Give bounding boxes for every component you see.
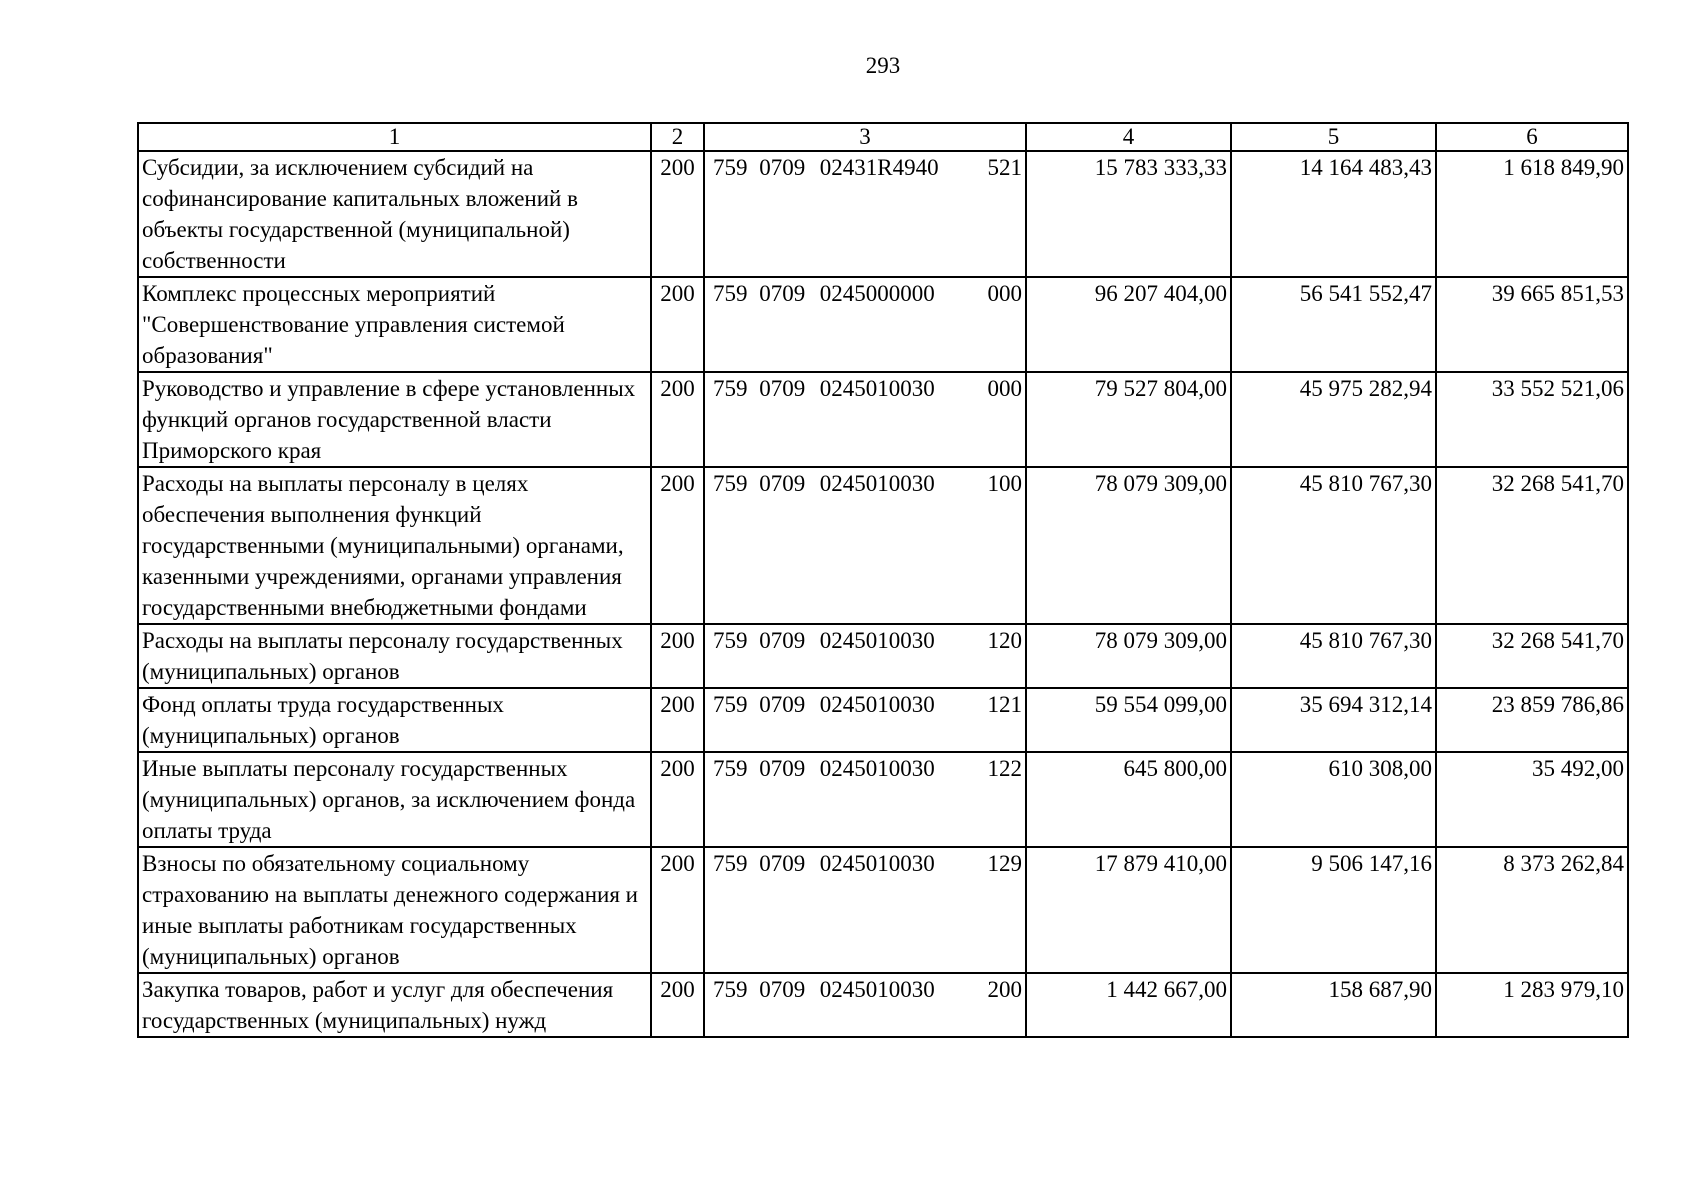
row-col2: 200 [651,973,704,1037]
row-col5: 9 506 147,16 [1231,847,1436,973]
table-row [138,277,1628,372]
row-code [704,688,1026,752]
code-ved: 759 [713,756,748,781]
code-cs: 0245010030 [819,471,935,496]
budget-table [137,122,1629,1038]
table-row [138,467,1628,624]
row-col6: 35 492,00 [1436,752,1628,847]
header-col-5: 5 [1231,123,1436,151]
table-row [138,151,1628,277]
table-row [138,372,1628,467]
row-name: Фонд оплаты труда государственных (муниципальных) органов [138,688,651,752]
header-col-2: 2 [651,123,704,151]
row-col2: 200 [651,151,704,277]
row-name: Расходы на выплаты персоналу государственных (муниципальных) органов [138,624,651,688]
header-col-4: 4 [1026,123,1231,151]
code-cs: 0245010030 [819,692,935,717]
table-row [138,752,1628,847]
row-name: Руководство и управление в сфере установленных функций органов государственной власти Приморского края [138,372,651,467]
code-vr: 000 [987,281,1022,306]
row-col5: 35 694 312,14 [1231,688,1436,752]
row-col6: 33 552 521,06 [1436,372,1628,467]
code-vr: 120 [987,628,1022,653]
code-ved: 759 [713,628,748,653]
row-code [704,624,1026,688]
row-col5: 56 541 552,47 [1231,277,1436,372]
row-col4: 79 527 804,00 [1026,372,1231,467]
row-name: Субсидии, за исключением субсидий на софинансирование капитальных вложений в объекты государственной (муниципальной) собственности [138,151,651,277]
row-col5: 45 810 767,30 [1231,624,1436,688]
code-rz: 0709 [759,692,806,717]
row-col6: 8 373 262,84 [1436,847,1628,973]
row-col4: 78 079 309,00 [1026,624,1231,688]
code-vr: 100 [987,471,1022,496]
row-code [704,973,1026,1037]
row-col4: 17 879 410,00 [1026,847,1231,973]
table-body [138,151,1628,1037]
row-name: Иные выплаты персоналу государственных (муниципальных) органов, за исключением фонда оплаты труда [138,752,651,847]
code-ved: 759 [713,281,748,306]
row-name: Взносы по обязательному социальному страхованию на выплаты денежного содержания и иные выплаты работникам государственных (муниципальных) органов [138,847,651,973]
row-code [704,752,1026,847]
code-rz: 0709 [759,756,806,781]
row-col4: 96 207 404,00 [1026,277,1231,372]
row-col4: 15 783 333,33 [1026,151,1231,277]
code-rz: 0709 [759,281,806,306]
table-row [138,847,1628,973]
header-col-3: 3 [704,123,1026,151]
row-col5: 610 308,00 [1231,752,1436,847]
code-ved: 759 [713,692,748,717]
row-col6: 32 268 541,70 [1436,624,1628,688]
row-col2: 200 [651,688,704,752]
table-row [138,624,1628,688]
row-col2: 200 [651,752,704,847]
row-col4: 78 079 309,00 [1026,467,1231,624]
code-vr: 121 [987,692,1022,717]
code-rz: 0709 [759,628,806,653]
row-name: Закупка товаров, работ и услуг для обеспечения государственных (муниципальных) нужд [138,973,651,1037]
code-cs: 0245010030 [819,376,935,401]
row-code [704,372,1026,467]
row-col5: 14 164 483,43 [1231,151,1436,277]
header-col-1: 1 [138,123,651,151]
row-col4: 1 442 667,00 [1026,973,1231,1037]
table-row [138,688,1628,752]
row-code [704,151,1026,277]
row-code [704,277,1026,372]
row-col2: 200 [651,372,704,467]
code-vr: 521 [987,155,1022,180]
row-col6: 1 283 979,10 [1436,973,1628,1037]
code-ved: 759 [713,155,748,180]
row-col6: 1 618 849,90 [1436,151,1628,277]
row-col6: 39 665 851,53 [1436,277,1628,372]
code-rz: 0709 [759,376,806,401]
code-vr: 000 [987,376,1022,401]
code-cs: 0245010030 [819,851,935,876]
row-col2: 200 [651,847,704,973]
code-cs: 02431R4940 [819,155,939,180]
row-code [704,847,1026,973]
row-col2: 200 [651,467,704,624]
page-number: 293 [865,53,901,78]
header-col-6: 6 [1436,123,1628,151]
code-rz: 0709 [759,155,806,180]
code-cs: 0245010030 [819,628,935,653]
row-name: Комплекс процессных мероприятий "Совершенствование управления системой образования" [138,277,651,372]
code-rz: 0709 [759,851,806,876]
table-header-row [138,123,1628,151]
row-col6: 23 859 786,86 [1436,688,1628,752]
row-col4: 59 554 099,00 [1026,688,1231,752]
row-code [704,467,1026,624]
code-ved: 759 [713,471,748,496]
row-col2: 200 [651,624,704,688]
code-vr: 122 [987,756,1022,781]
code-rz: 0709 [759,977,806,1002]
row-col6: 32 268 541,70 [1436,467,1628,624]
code-ved: 759 [713,977,748,1002]
code-cs: 0245010030 [819,756,935,781]
code-cs: 0245010030 [819,977,935,1002]
row-col2: 200 [651,277,704,372]
row-col5: 45 810 767,30 [1231,467,1436,624]
row-col4: 645 800,00 [1026,752,1231,847]
row-col5: 45 975 282,94 [1231,372,1436,467]
code-cs: 0245000000 [819,281,935,306]
table-row [138,973,1628,1037]
row-col5: 158 687,90 [1231,973,1436,1037]
code-ved: 759 [713,851,748,876]
row-name: Расходы на выплаты персоналу в целях обеспечения выполнения функций государственными (муниципальными) органами, казенными учреждениями, органами управления государственными внебюджетными фондами [138,467,651,624]
code-ved: 759 [713,376,748,401]
code-vr: 129 [987,851,1022,876]
code-rz: 0709 [759,471,806,496]
code-vr: 200 [987,977,1022,1002]
